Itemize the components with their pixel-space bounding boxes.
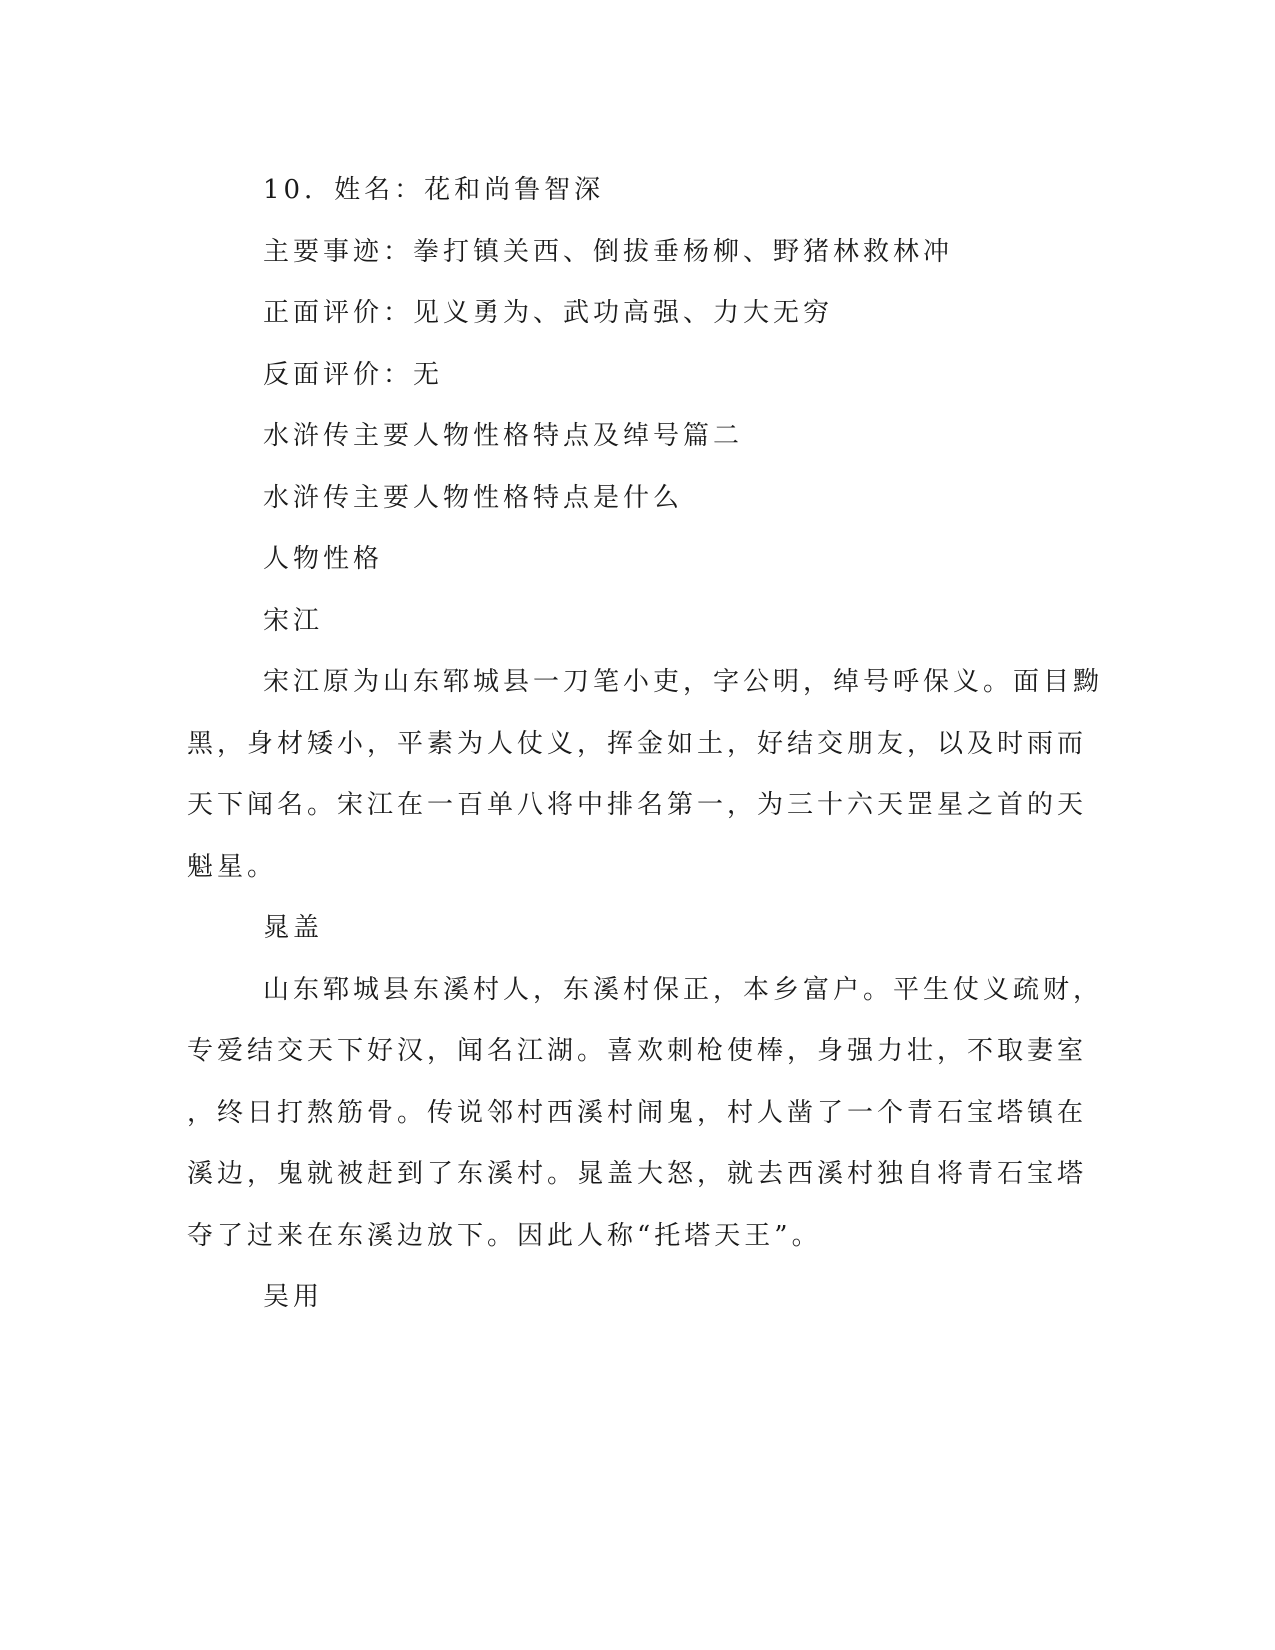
character-paragraph bbox=[187, 960, 1104, 1268]
document-body bbox=[187, 160, 1104, 1329]
paragraph-line: ，终日打熬筋骨。传说邻村西溪村闹鬼，村人凿了一个青石宝塔镇在 bbox=[187, 1097, 1088, 1128]
character-name: 吴用 bbox=[263, 1282, 324, 1312]
paragraph-line: 专爱结交天下好汉，闻名江湖。喜欢刺枪使棒，身强力壮，不取妻室 bbox=[187, 1036, 1088, 1066]
paragraph-line: 魁星。 bbox=[187, 851, 278, 882]
paragraph-line: 天下闻名。宋江在一百单八将中排名第一，为三十六天罡星之首的天 bbox=[187, 790, 1088, 820]
character-name: 宋江 bbox=[263, 605, 324, 636]
entry-name-line: 10．姓名：花和尚鲁智深 bbox=[263, 175, 605, 205]
entry-negative-line: 反面评价：无 bbox=[263, 359, 444, 390]
paragraph-line: 山东郓城县东溪村人，东溪村保正，本乡富户。平生仗义疏财， bbox=[263, 974, 1104, 1005]
question-heading: 水浒传主要人物性格特点是什么 bbox=[263, 482, 684, 513]
entry-positive-line: 正面评价：见义勇为、武功高强、力大无穷 bbox=[263, 298, 834, 328]
section-heading: 水浒传主要人物性格特点及绰号篇二 bbox=[263, 421, 744, 451]
paragraph-line: 宋江原为山东郓城县一刀笔小吏，字公明，绰号呼保义。面目黝 bbox=[263, 667, 1104, 697]
subheading: 人物性格 bbox=[263, 544, 384, 574]
paragraph-line: 黑，身材矮小，平素为人仗义，挥金如土，好结交朋友，以及时雨而 bbox=[187, 728, 1088, 759]
paragraph-line: 夺了过来在东溪边放下。因此人称“托塔天王”。 bbox=[187, 1220, 822, 1251]
character-name: 晁盖 bbox=[263, 913, 324, 943]
paragraph-line: 溪边，鬼就被赶到了东溪村。晁盖大怒，就去西溪村独自将青石宝塔 bbox=[187, 1159, 1088, 1189]
entry-deeds-line: 主要事迹：拳打镇关西、倒拔垂杨柳、野猪林救林冲 bbox=[263, 236, 954, 267]
character-paragraph bbox=[187, 652, 1104, 898]
